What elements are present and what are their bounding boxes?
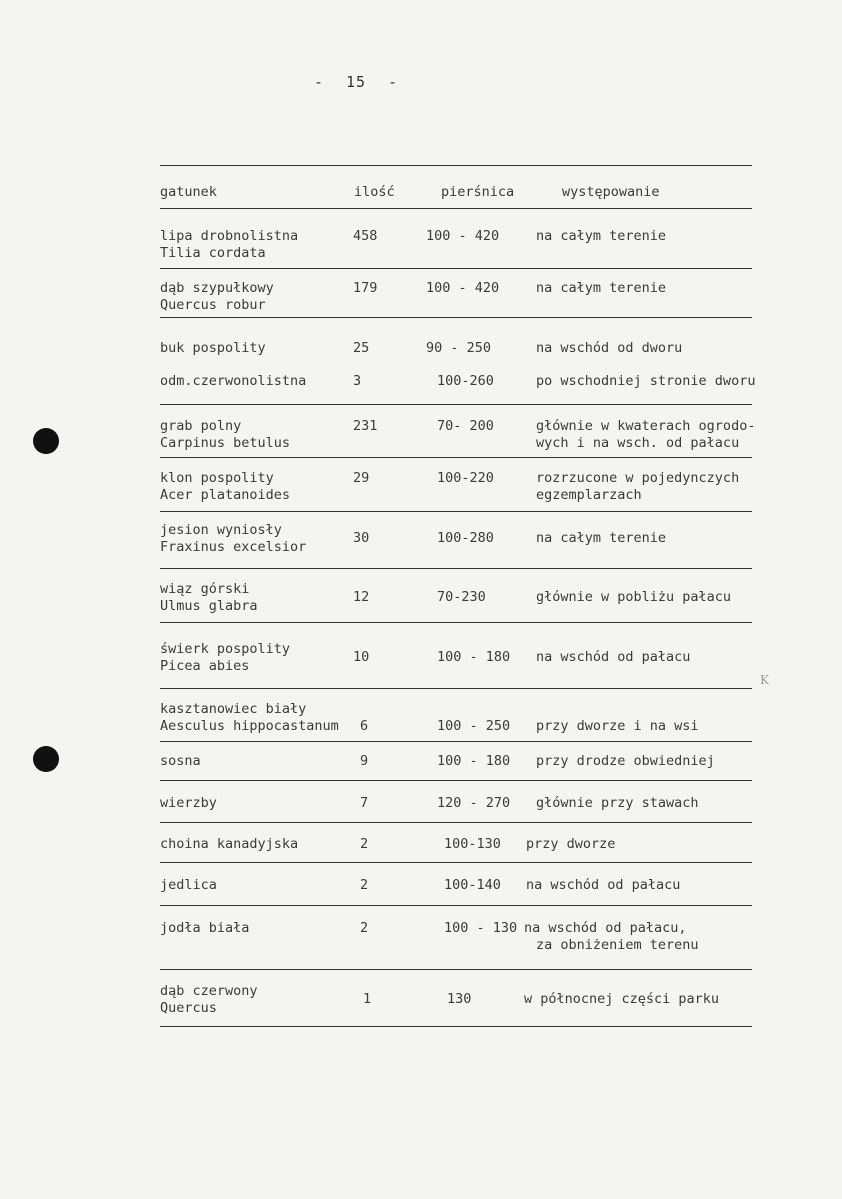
- header-occurrence: występowanie: [562, 184, 660, 200]
- row-divider: [160, 268, 752, 269]
- cell-occurrence: egzemplarzach: [536, 487, 642, 503]
- row-divider: [160, 404, 752, 405]
- row-divider: [160, 822, 752, 823]
- cell-count: 1: [363, 991, 372, 1007]
- cell-count: 10: [353, 649, 370, 665]
- row-divider: [160, 511, 752, 512]
- cell-species: klon pospolity: [160, 470, 274, 486]
- cell-occurrence: rozrzucone w pojedynczych: [536, 470, 740, 486]
- cell-occurrence: głównie w pobliżu pałacu: [536, 589, 732, 605]
- cell-occurrence: na całym terenie: [536, 530, 667, 546]
- cell-occurrence: w północnej części parku: [524, 991, 720, 1007]
- cell-species: buk pospolity: [160, 340, 266, 356]
- cell-occurrence: na wschód od pałacu,: [524, 920, 687, 936]
- cell-species-latin: Quercus robur: [160, 297, 266, 313]
- cell-girth: 100-280: [437, 530, 494, 546]
- cell-girth: 100 - 180: [437, 649, 511, 665]
- cell-girth: 100 - 420: [426, 280, 500, 296]
- cell-girth: 100 - 180: [437, 753, 511, 769]
- cell-species-latin: Fraxinus excelsior: [160, 539, 307, 555]
- cell-girth: 100-260: [437, 373, 494, 389]
- cell-count: 3: [353, 373, 362, 389]
- header-count: ilość: [354, 184, 395, 200]
- cell-girth: 130: [447, 991, 472, 1007]
- cell-girth: 70-230: [437, 589, 486, 605]
- cell-occurrence: przy drodze obwiedniej: [536, 753, 715, 769]
- cell-species-latin: Ulmus glabra: [160, 598, 258, 614]
- row-divider: [160, 741, 752, 742]
- cell-occurrence: przy dworze: [526, 836, 616, 852]
- cell-girth: 70- 200: [437, 418, 494, 434]
- cell-occurrence: przy dworze i na wsi: [536, 718, 699, 734]
- row-divider: [160, 969, 752, 970]
- cell-girth: 100 - 420: [426, 228, 500, 244]
- header-rule: [160, 208, 752, 209]
- row-divider: [160, 317, 752, 318]
- cell-count: 9: [360, 753, 369, 769]
- cell-count: 6: [360, 718, 369, 734]
- cell-girth: 100 - 250: [437, 718, 511, 734]
- cell-occurrence: na wschód od pałacu: [526, 877, 681, 893]
- cell-species-latin: Tilia cordata: [160, 245, 266, 261]
- margin-note: K: [760, 673, 769, 687]
- row-divider: [160, 457, 752, 458]
- cell-species-latin: Acer platanoides: [160, 487, 291, 503]
- row-divider: [160, 568, 752, 569]
- cell-occurrence: na wschód od pałacu: [536, 649, 691, 665]
- cell-species: wiąz górski: [160, 581, 250, 597]
- row-divider: [160, 905, 752, 906]
- punch-hole: [33, 428, 59, 454]
- cell-species-latin: Carpinus betulus: [160, 435, 291, 451]
- cell-species: jesion wyniosły: [160, 522, 282, 538]
- cell-count: 7: [360, 795, 369, 811]
- cell-occurrence: wych i na wsch. od pałacu: [536, 435, 740, 451]
- table-bottom-rule: [160, 1026, 752, 1027]
- cell-species: choina kanadyjska: [160, 836, 299, 852]
- cell-count: 2: [360, 836, 369, 852]
- cell-girth: 120 - 270: [437, 795, 511, 811]
- cell-species: świerk pospolity: [160, 641, 291, 657]
- punch-hole: [33, 746, 59, 772]
- cell-count: 458: [353, 228, 378, 244]
- page-number-dash: -: [313, 73, 324, 91]
- cell-girth: 100 - 130: [444, 920, 518, 936]
- cell-species-latin: Picea abies: [160, 658, 250, 674]
- cell-occurrence: za obniżeniem terenu: [536, 937, 699, 953]
- table-top-rule: [160, 165, 752, 166]
- cell-count: 2: [360, 877, 369, 893]
- row-divider: [160, 780, 752, 781]
- cell-girth: 100-140: [444, 877, 501, 893]
- cell-count: 179: [353, 280, 378, 296]
- cell-occurrence: głównie przy stawach: [536, 795, 699, 811]
- page-number-dash: -: [388, 73, 399, 91]
- cell-occurrence: na wschód od dworu: [536, 340, 683, 356]
- cell-count: 25: [353, 340, 370, 356]
- cell-count: 30: [353, 530, 370, 546]
- row-divider: [160, 688, 752, 689]
- cell-species-latin: Quercus: [160, 1000, 217, 1016]
- cell-species: odm.czerwonolistna: [160, 373, 307, 389]
- cell-species: jodła biała: [160, 920, 250, 936]
- cell-count: 231: [353, 418, 378, 434]
- cell-occurrence: na całym terenie: [536, 228, 667, 244]
- row-divider: [160, 862, 752, 863]
- cell-occurrence: głównie w kwaterach ogrodo-: [536, 418, 756, 434]
- cell-species: wierzby: [160, 795, 217, 811]
- header-species: gatunek: [160, 184, 217, 200]
- cell-species: dąb szypułkowy: [160, 280, 274, 296]
- cell-girth: 100-220: [437, 470, 494, 486]
- cell-species: sosna: [160, 753, 201, 769]
- cell-count: 12: [353, 589, 370, 605]
- row-divider: [160, 622, 752, 623]
- cell-girth: 100-130: [444, 836, 501, 852]
- cell-species-latin: Aesculus hippocastanum: [160, 718, 339, 734]
- cell-occurrence: na całym terenie: [536, 280, 667, 296]
- cell-species: grab polny: [160, 418, 242, 434]
- cell-species: jedlica: [160, 877, 217, 893]
- cell-occurrence: po wschodniej stronie dworu: [536, 373, 756, 389]
- page-number-value: 15: [345, 73, 367, 91]
- header-girth: pierśnica: [441, 184, 515, 200]
- cell-count: 2: [360, 920, 369, 936]
- cell-species: kasztanowiec biały: [160, 701, 307, 717]
- cell-species: lipa drobnolistna: [160, 228, 299, 244]
- page-number: [0, 73, 712, 91]
- cell-girth: 90 - 250: [426, 340, 492, 356]
- cell-count: 29: [353, 470, 370, 486]
- cell-species: dąb czerwony: [160, 983, 258, 999]
